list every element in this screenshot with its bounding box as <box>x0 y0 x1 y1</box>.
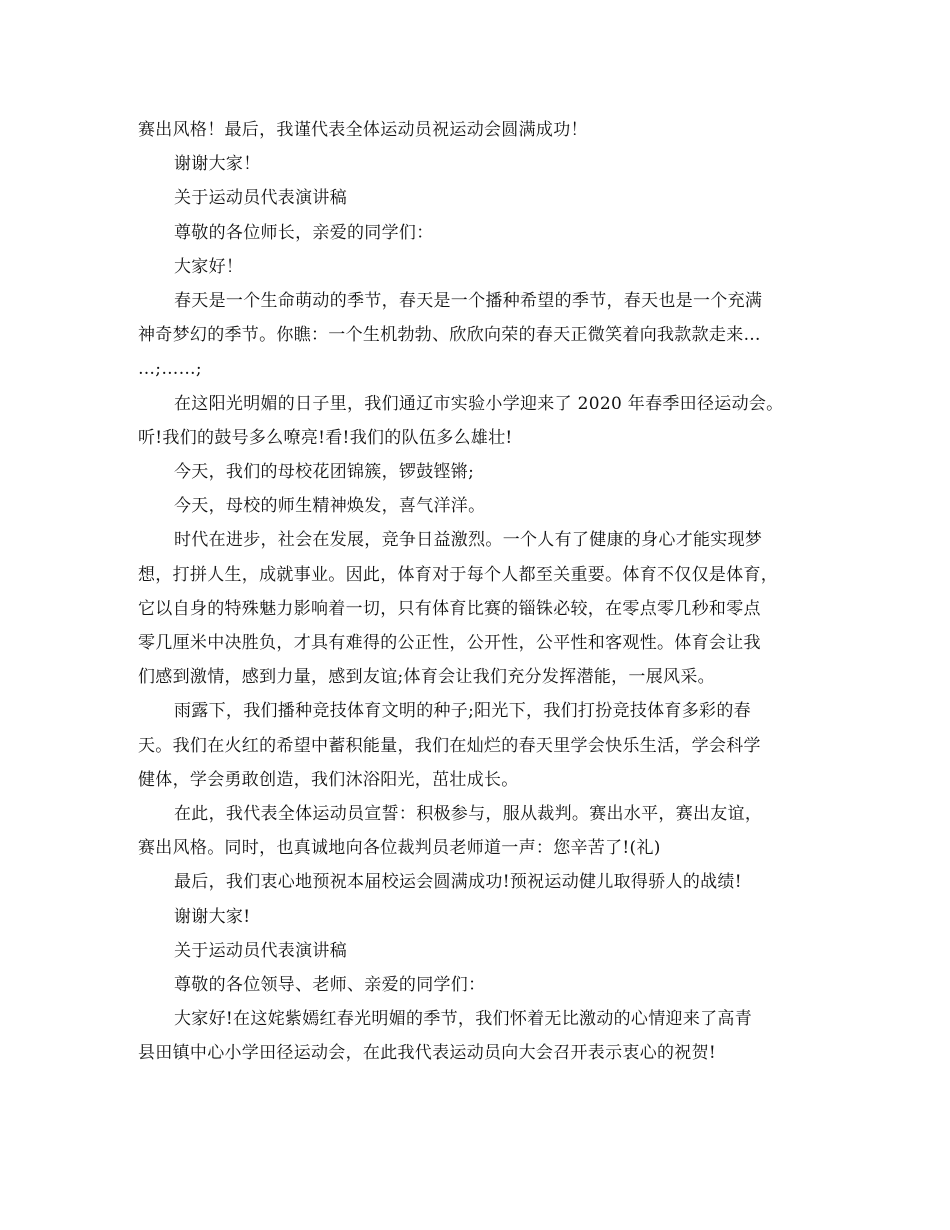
text-line: 雨露下，我们播种竞技体育文明的种子;阳光下，我们打扮竞技体育多彩的春 <box>174 701 751 722</box>
text-line: 在此，我代表全体运动员宣誓：积极参与，服从裁判。赛出水平，赛出友谊， <box>174 804 763 825</box>
text-line: 县田镇中心小学田径运动会，在此我代表运动员向大会召开表示衷心的祝贺! <box>138 1043 717 1064</box>
text-line: 最后，我们衷心地预祝本届校运会圆满成功!预祝运动健儿取得骄人的战绩! <box>174 872 742 893</box>
text-line: 听!我们的鼓号多么嘹亮!看!我们的队伍多么雄壮! <box>138 427 513 448</box>
text-line: 神奇梦幻的季节。你瞧：一个生机勃勃、欣欣向荣的春天正微笑着向我款款走来… <box>138 325 761 346</box>
text-line: 赛出风格！最后，我谨代表全体运动员祝运动会圆满成功！ <box>138 120 588 140</box>
text-line: 谢谢大家! <box>174 906 251 927</box>
text-line: 健体，学会勇敢创造，我们沐浴阳光，茁壮成长。 <box>138 769 519 790</box>
text-line: …;……; <box>138 359 202 380</box>
text-line: 尊敬的各位领导、老师、亲爱的同学们： <box>174 975 486 996</box>
text-line: 们感到激情，感到力量，感到友谊;体育会让我们充分发挥潜能，一展风采。 <box>138 667 715 688</box>
text-line: 大家好!在这姹紫嫣红春光明媚的季节，我们怀着无比激动的心情迎来了高青 <box>174 1009 753 1030</box>
text-line: 今天，我们的母校花团锦簇，锣鼓铿锵; <box>174 462 475 483</box>
text-line: 赛出风格。同时，也真诚地向各位裁判员老师道一声：您辛苦了!(礼) <box>138 838 661 859</box>
document-body <box>138 113 820 1071</box>
text-line: 谢谢大家！ <box>174 154 261 175</box>
text-line: 零几厘米中决胜负，才具有难得的公正性，公开性，公平性和客观性。体育会让我 <box>138 633 761 654</box>
text-line: 时代在进步，社会在发展，竞争日益激烈。一个人有了健康的身心才能实现梦 <box>174 530 763 551</box>
text-line: 今天，母校的师生精神焕发，喜气洋洋。 <box>174 496 486 517</box>
text-line: 它以自身的特殊魅力影响着一切，只有体育比赛的锱铢必较，在零点零几秒和零点 <box>138 598 761 619</box>
text-line: 想，打拼人生，成就事业。因此，体育对于每个人都至关重要。体育不仅仅是体育， <box>138 564 779 585</box>
text-line: 尊敬的各位师长，亲爱的同学们： <box>174 222 434 243</box>
text-line: 天。我们在火红的希望中蓄积能量，我们在灿烂的春天里学会快乐生活，学会科学 <box>138 735 761 756</box>
text-line: 春天是一个生命萌动的季节，春天是一个播种希望的季节，春天也是一个充满 <box>174 291 763 312</box>
text-line: 在这阳光明媚的日子里，我们通辽市实验小学迎来了 2020 年春季田径运动会。 <box>174 393 784 414</box>
text-line: 关于运动员代表演讲稿 <box>174 940 347 961</box>
text-line: 关于运动员代表演讲稿 <box>174 188 347 209</box>
text-line: 大家好！ <box>174 256 244 277</box>
